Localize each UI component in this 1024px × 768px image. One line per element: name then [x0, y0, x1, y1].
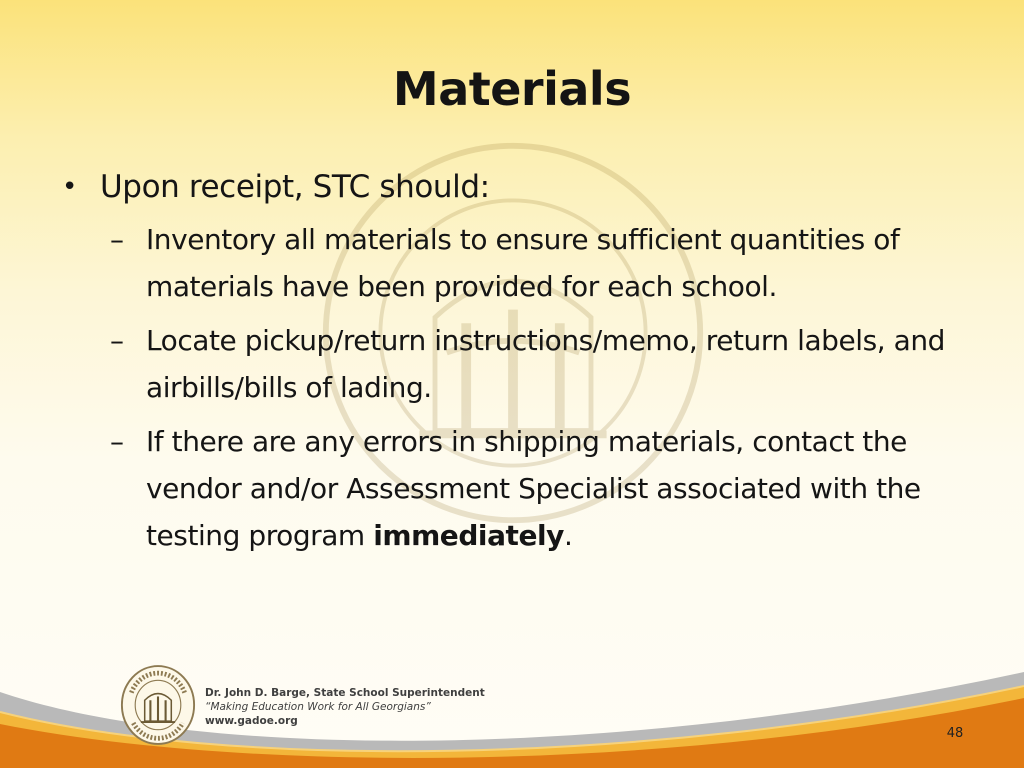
dash-icon: –	[110, 324, 124, 357]
emphasis-text: immediately	[373, 519, 564, 552]
footer-attribution	[205, 686, 485, 728]
superintendent-name: Dr. John D. Barge, State School Superintendent	[205, 687, 485, 699]
footer-motto: “Making Education Work for All Georgians”	[205, 701, 431, 713]
sub-bullet-list	[110, 216, 962, 559]
dash-icon: –	[110, 223, 124, 256]
sub-bullet-text	[146, 317, 958, 411]
page-number: 48	[946, 726, 964, 741]
bullet-text: Upon receipt, STC should:	[100, 169, 490, 205]
sub-bullet-text-body: Inventory all materials to ensure sufficient quantities of materials have been provided for each school.	[146, 223, 900, 303]
sub-bullet-item	[110, 418, 962, 559]
sub-bullet-text	[146, 216, 958, 310]
slide-title: Materials	[392, 62, 632, 116]
sub-bullet-text	[146, 418, 958, 559]
sub-bullet-item	[110, 216, 962, 310]
slide-content	[62, 166, 962, 566]
sub-bullet-text-body: Locate pickup/return instructions/memo, return labels, and airbills/bills of lading.	[146, 324, 945, 404]
footer-website-link[interactable]: www.gadoe.org	[205, 715, 298, 727]
dash-icon: –	[110, 425, 124, 458]
sub-bullet-item	[110, 317, 962, 411]
bullet-icon: •	[62, 172, 77, 202]
sub-bullet-text-body: If there are any errors in shipping materials, contact the vendor and/or Assessment Specialist associated with the testing program	[146, 425, 921, 552]
bullet-item	[62, 166, 962, 208]
georgia-doe-seal-icon	[120, 664, 196, 746]
trailing-punctuation: .	[563, 519, 573, 552]
